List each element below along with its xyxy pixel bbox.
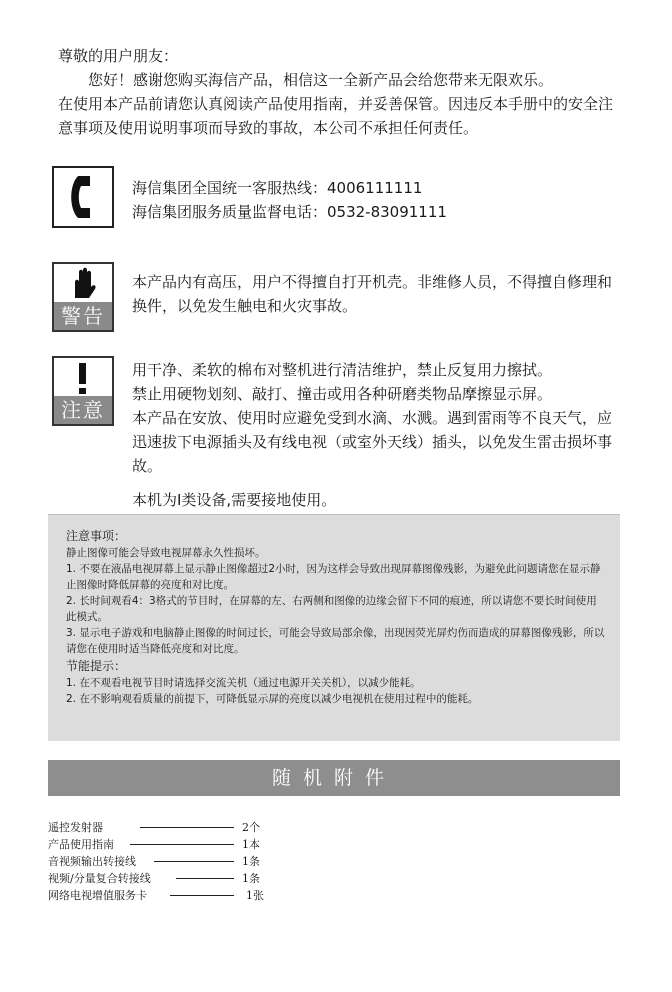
accessory-item <box>48 887 278 904</box>
leader-line <box>130 844 234 845</box>
warning-label: 警告 <box>54 302 112 330</box>
intro-section <box>58 44 618 140</box>
greeting: 尊敬的用户朋友： <box>58 47 179 65</box>
phone-icon <box>52 166 114 228</box>
caution-line-2: 禁止用硬物划刻、敲打、撞击或用各种研磨类物品摩擦显示屏。 <box>132 385 553 403</box>
warning-section <box>52 262 622 334</box>
caution-label: 注意 <box>54 396 112 424</box>
accessory-name: 音视频输出转接线 <box>48 855 136 868</box>
caution-badge <box>52 356 114 426</box>
ground-note: 本机为Ⅰ类设备,需要接地使用。 <box>132 491 337 509</box>
caution-section <box>52 356 622 509</box>
notice-panel <box>48 514 620 741</box>
accessory-item <box>48 819 278 836</box>
accessory-qty: 1张 <box>246 889 264 902</box>
accessory-item <box>48 836 278 853</box>
caution-text <box>132 358 620 512</box>
leader-line <box>154 861 234 862</box>
accessory-qty: 1本 <box>242 838 260 851</box>
exclamation-icon <box>54 358 112 398</box>
leader-line <box>140 827 234 828</box>
accessory-item <box>48 870 278 887</box>
intro-paragraph-2: 在使用本产品前请您认真阅读产品使用指南，并妥善保管。因违反本手册中的安全注意事项及使用说明事项而导致的事故，本公司不承担任何责任。 <box>58 95 614 137</box>
accessory-name: 遥控发射器 <box>48 821 103 834</box>
hotline-text <box>132 176 447 224</box>
notice-item: 3. 显示电子游戏和电脑静止图像的时间过长，可能会导致局部余像，出现因荧光屏灼伤而造成的屏幕图像残影，所以请您在使用时适当降低亮度和对比度。 <box>66 627 605 655</box>
hotline-section <box>52 166 622 230</box>
energy-item: 2. 在不影响观看质量的前提下，可降低显示屏的亮度以减少电视机在使用过程中的能耗。 <box>66 693 479 705</box>
accessory-qty: 1条 <box>242 872 260 885</box>
accessory-qty: 2个 <box>242 821 260 834</box>
warning-text: 本产品内有高压，用户不得擅自打开机壳。非维修人员，不得擅自修理和换件，以免发生触电和火灾事故。 <box>132 273 613 315</box>
accessory-name: 网络电视增值服务卡 <box>48 889 147 902</box>
leader-line <box>170 895 234 896</box>
leader-line <box>176 878 234 879</box>
hotline-line-1: 海信集团全国统一客服热线：4006111111 <box>132 179 423 197</box>
notice-item: 1. 不要在液晶电视屏幕上显示静止图像超过2小时，因为这样会导致出现屏幕图像残影，为避免此问题请您在显示静止图像时降低屏幕的亮度和对比度。 <box>66 563 601 591</box>
hotline-line-2: 海信集团服务质量监督电话：0532-83091111 <box>132 203 447 221</box>
caution-line-1: 用干净、柔软的棉布对整机进行清洁维护，禁止反复用力擦拭。 <box>132 361 553 379</box>
notice-item: 2. 长时间观看4：3格式的节目时，在屏幕的左、右两侧和图像的边缘会留下不同的痕迹，所以请您不要长时间使用此模式。 <box>66 595 597 623</box>
accessory-qty: 1条 <box>242 855 260 868</box>
warning-badge <box>52 262 114 332</box>
hand-stop-icon <box>54 264 112 304</box>
accessories-title: 随机附件 <box>48 760 620 796</box>
accessory-item <box>48 853 278 870</box>
accessory-name: 视频/分量复合转接线 <box>48 872 151 885</box>
energy-item: 1. 在不观看电视节目时请选择交流关机（通过电源开关关机），以减少能耗。 <box>66 677 421 689</box>
accessory-name: 产品使用指南 <box>48 838 114 851</box>
notice-title: 注意事项： <box>66 529 127 543</box>
accessories-list <box>48 819 278 904</box>
caution-line-3: 本产品在安放、使用时应避免受到水滴、水溅。遇到雷雨等不良天气，应迅速拔下电源插头及有线电视（或室外天线）插头，以免发生雷击损坏事故。 <box>132 409 613 475</box>
energy-title: 节能提示： <box>66 659 127 673</box>
intro-paragraph-1: 您好！感谢您购买海信产品，相信这一全新产品会给您带来无限欢乐。 <box>88 71 554 89</box>
notice-item: 静止图像可能会导致电视屏幕永久性损坏。 <box>66 547 266 559</box>
